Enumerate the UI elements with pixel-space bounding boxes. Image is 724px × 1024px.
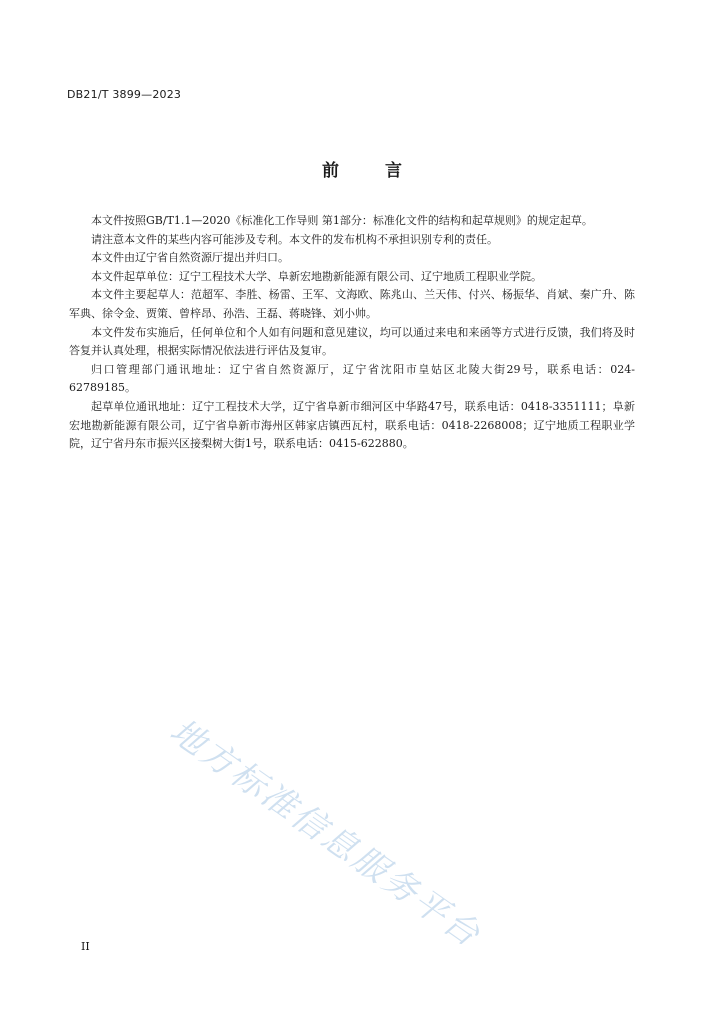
paragraph-drafters: 本文件主要起草人：范超军、李胜、杨雷、王军、文海欧、陈兆山、兰天伟、付兴、杨振华、肖斌、秦广升、陈军典、徐令金、贾策、曾梓昂、孙浩、王磊、蒋晓锋、刘小帅。 — [69, 288, 635, 320]
paragraph-standard-basis: 本文件按照GB/T1.1—2020《标准化工作导则 第1部分：标准化文件的结构和起草规则》的规定起草。 — [91, 214, 593, 227]
page-number: II — [81, 940, 90, 953]
paragraph-feedback: 本文件发布实施后，任何单位和个人如有问题和意见建议，均可以通过来电和来函等方式进行反馈，我们将及时答复并认真处理，根据实际情况依法进行评估及复审。 — [69, 325, 635, 358]
watermark: 地方标准信息服务平台 — [162, 710, 489, 956]
foreword-body — [69, 212, 635, 454]
paragraph-drafter-addresses: 起草单位通讯地址：辽宁工程技术大学，辽宁省阜新市细河区中华路47号，联系电话：0418-3351111；阜新宏地勘新能源有限公司，辽宁省阜新市海州区韩家店镇西瓦村，联系电话：0418-2268008；辽宁地质工程职业学院，辽宁省丹东市振兴区接梨树大街1号，联系电话：0415-622880。 — [69, 399, 635, 451]
page-title-char-2: 言 — [385, 161, 402, 181]
document-code: DB21/T 3899—2023 — [67, 88, 182, 101]
paragraph-admin-address: 归口管理部门通讯地址：辽宁省自然资源厅，辽宁省沈阳市皇姑区北陵大街29号，联系电话：024-62789185。 — [69, 362, 635, 395]
page-title — [0, 156, 724, 181]
page-title-char-1: 前 — [322, 161, 339, 181]
paragraph-drafting-units: 本文件起草单位：辽宁工程技术大学、阜新宏地勘新能源有限公司、辽宁地质工程职业学院。 — [91, 269, 542, 283]
paragraph-patent-notice: 请注意本文件的某些内容可能涉及专利。本文件的发布机构不承担识别专利的责任。 — [91, 232, 498, 246]
paragraph-proposer: 本文件由辽宁省自然资源厅提出并归口。 — [91, 251, 289, 265]
